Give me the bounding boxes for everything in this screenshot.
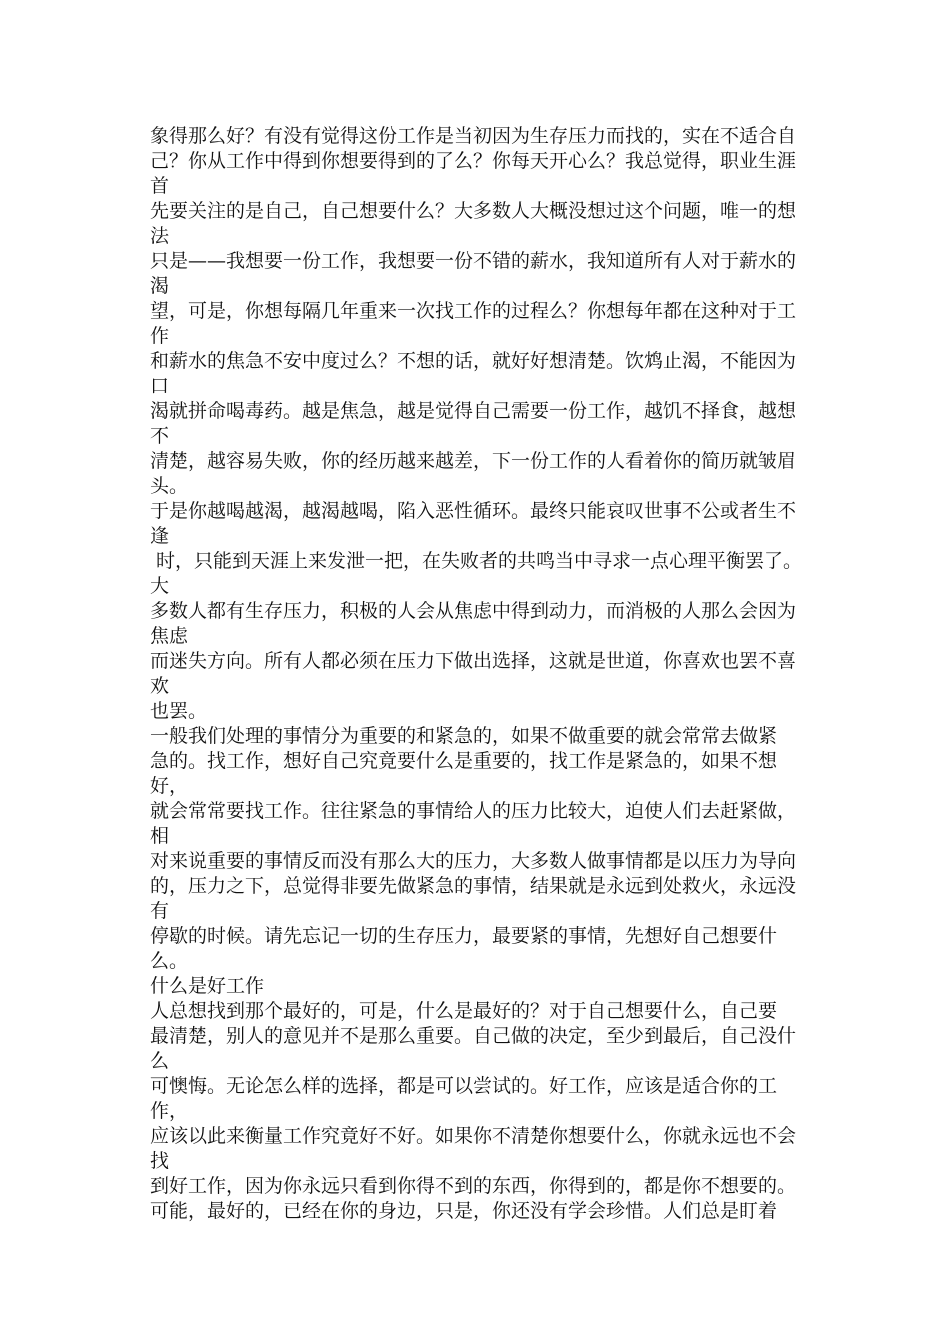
text-line: 头。 xyxy=(150,475,189,497)
text-line: 己？你从工作中得到你想要得到的了么？你每天开心么？我总觉得，职业生涯 xyxy=(150,150,797,172)
text-line: 可能，最好的，已经在你的身边，只是，你还没有学会珍惜。人们总是盯着 xyxy=(150,1200,778,1222)
text-line: 作， xyxy=(150,1100,189,1122)
text-line: 而迷失方向。所有人都必须在压力下做出选择，这就是世道，你喜欢也罢不喜 xyxy=(150,650,797,672)
text-line: 应该以此来衡量工作究竟好不好。如果你不清楚你想要什么，你就永远也不会 xyxy=(150,1125,797,1147)
text-line: 于是你越喝越渴，越渴越喝，陷入恶性循环。最终只能哀叹世事不公或者生不 xyxy=(150,500,797,522)
text-line: 首 xyxy=(150,175,170,197)
text-line: 逢 xyxy=(150,525,170,547)
text-line: 渴 xyxy=(150,275,170,297)
text-line: 大 xyxy=(150,575,170,597)
text-line: 一般我们处理的事情分为重要的和紧急的，如果不做重要的就会常常去做紧 xyxy=(150,725,778,747)
text-line: 相 xyxy=(150,825,170,847)
text-line: 可懊悔。无论怎么样的选择，都是可以尝试的。好工作，应该是适合你的工 xyxy=(150,1075,778,1097)
text-line: 清楚，越容易失败，你的经历越来越差，下一份工作的人看着你的简历就皱眉 xyxy=(150,450,797,472)
text-line: 多数人都有生存压力，积极的人会从焦虑中得到动力，而消极的人那么会因为 xyxy=(150,600,797,622)
text-line: 作 xyxy=(150,325,170,347)
text-line: 么 xyxy=(150,1050,170,1072)
text-line: 有 xyxy=(150,900,170,922)
text-line: 和薪水的焦急不安中度过么？不想的话，就好好想清楚。饮鸩止渴，不能因为 xyxy=(150,350,797,372)
text-line: 渴就拼命喝毒药。越是焦急，越是觉得自己需要一份工作，越饥不择食，越想 xyxy=(150,400,797,422)
text-line: 口 xyxy=(150,375,170,397)
text-line: 停歇的时候。请先忘记一切的生存压力，最要紧的事情，先想好自己想要什 xyxy=(150,925,778,947)
text-line: 也罢。 xyxy=(150,700,208,722)
text-line: 急的。找工作，想好自己究竟要什么是重要的，找工作是紧急的，如果不想 xyxy=(150,750,778,772)
text-line: 时，只能到天涯上来发泄一把，在失败者的共鸣当中寻求一点心理平衡罢了。 xyxy=(150,550,803,572)
text-line: 好， xyxy=(150,775,189,797)
text-line: 象得那么好？有没有觉得这份工作是当初因为生存压力而找的，实在不适合自 xyxy=(150,125,797,147)
text-line: 焦虑 xyxy=(150,625,189,647)
text-line: 欢 xyxy=(150,675,170,697)
text-line: 到好工作，因为你永远只看到你得不到的东西，你得到的，都是你不想要的。 xyxy=(150,1175,797,1197)
text-line: 人总想找到那个最好的，可是，什么是最好的？对于自己想要什么，自己要 xyxy=(150,1000,778,1022)
text-line: 最清楚，别人的意见并不是那么重要。自己做的决定，至少到最后，自己没什 xyxy=(150,1025,797,1047)
text-line: 只是——我想要一份工作，我想要一份不错的薪水，我知道所有人对于薪水的 xyxy=(150,250,797,272)
text-line: 就会常常要找工作。往往紧急的事情给人的压力比较大，迫使人们去赶紧做， xyxy=(150,800,797,822)
text-line: 望，可是，你想每隔几年重来一次找工作的过程么？你想每年都在这种对于工 xyxy=(150,300,797,322)
text-line: 什么是好工作 xyxy=(150,975,265,997)
text-line: 先要关注的是自己，自己想要什么？大多数人大概没想过这个问题，唯一的想 xyxy=(150,200,797,222)
text-line: 法 xyxy=(150,225,170,247)
text-line: 找 xyxy=(150,1150,170,1172)
text-line: 么。 xyxy=(150,950,189,972)
body-text xyxy=(150,124,810,1224)
text-line: 的，压力之下，总觉得非要先做紧急的事情，结果就是永远到处救火，永远没 xyxy=(150,875,797,897)
text-line: 对来说重要的事情反而没有那么大的压力，大多数人做事情都是以压力为导向 xyxy=(150,850,797,872)
text-line: 不 xyxy=(150,425,170,447)
